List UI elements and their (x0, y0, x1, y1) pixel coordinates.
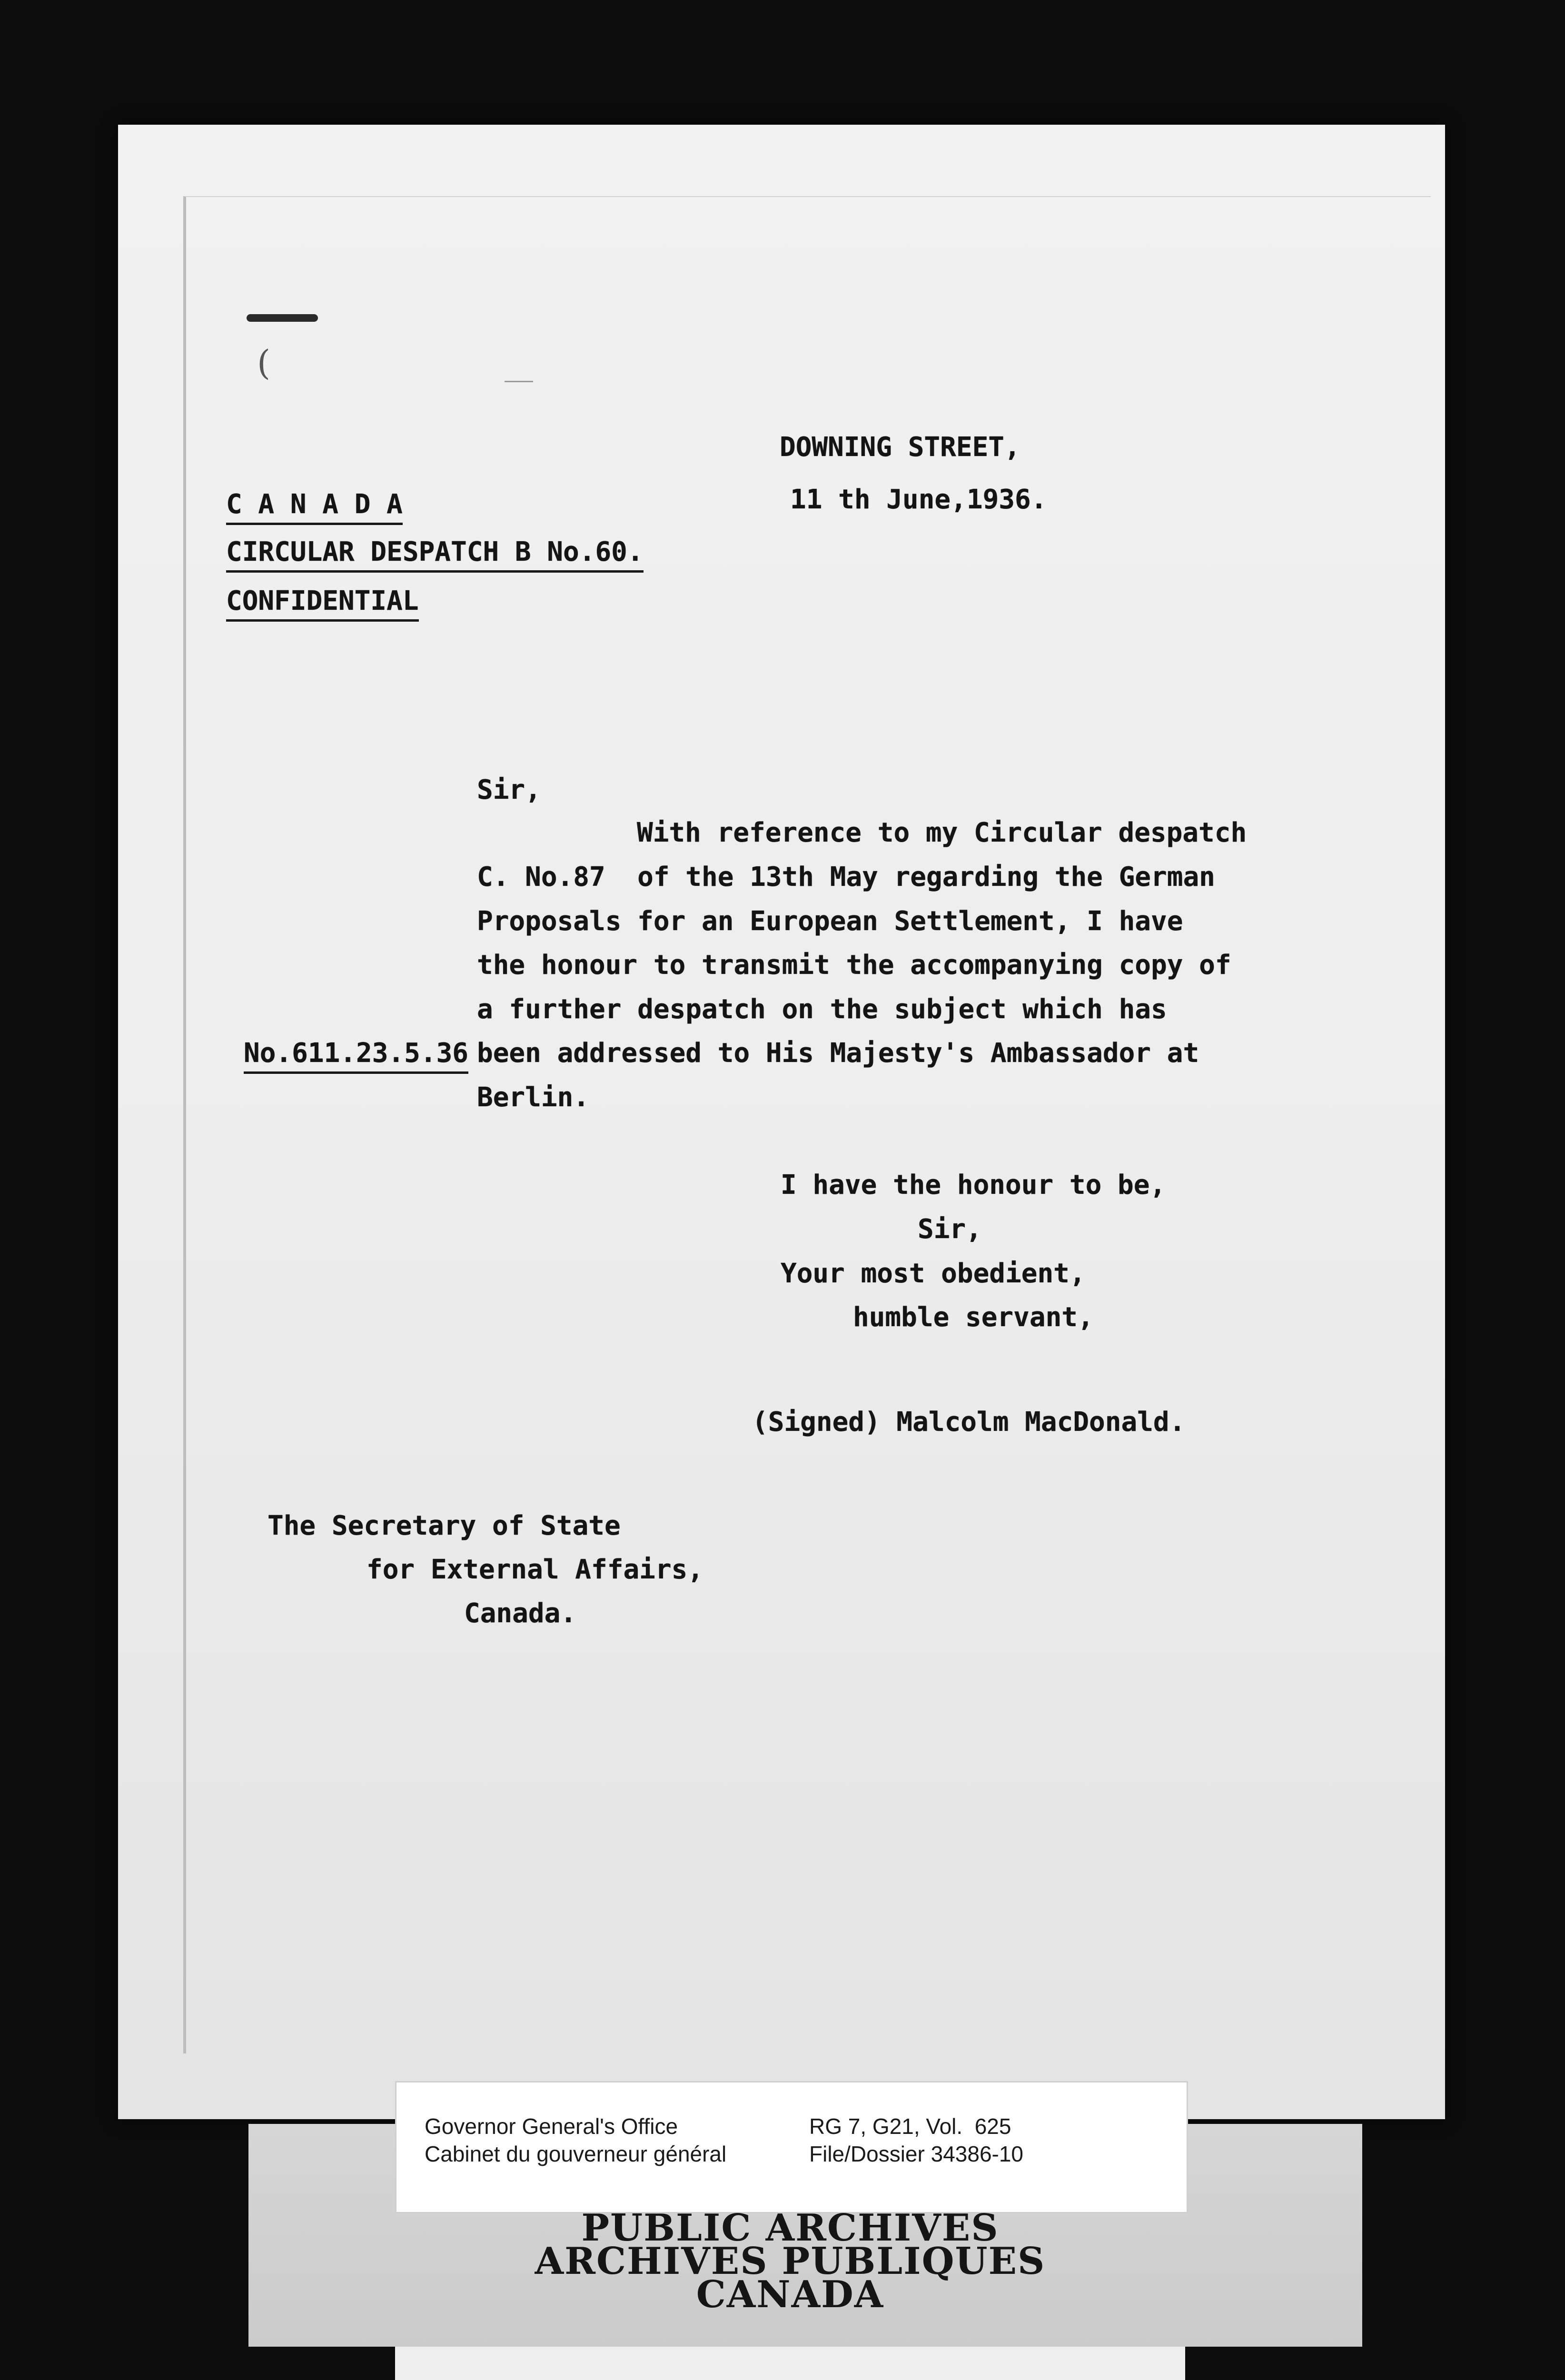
body-line: With reference to my Circular despatch (637, 817, 1247, 848)
body-line: Berlin. (477, 1082, 590, 1113)
label-office-en: Governor General's Office (425, 2114, 678, 2139)
salutation: Sir, (477, 774, 541, 805)
closing-line: Sir, (918, 1214, 982, 1245)
recipient-line: The Secretary of State (267, 1510, 621, 1541)
pencil-dash-mark (505, 381, 533, 382)
body-line: Proposals for an European Settlement, I have (477, 906, 1183, 937)
body-line: C. No.87 of the 13th May regarding the German (477, 862, 1215, 892)
heading-confidential: CONFIDENTIAL (226, 588, 419, 622)
letter-date: 11 th June,1936. (790, 484, 1047, 515)
closing-line: Your most obedient, (781, 1258, 1086, 1289)
label-office-fr: Cabinet du gouverneur général (425, 2142, 727, 2166)
body-line: been addressed to His Majesty's Ambassador at (477, 1038, 1199, 1069)
stamp-line: ARCHIVES PUBLIQUES (535, 2240, 1046, 2283)
closing-line: humble servant, (853, 1302, 1094, 1333)
address-line: DOWNING STREET, (780, 432, 1020, 463)
body-line: the honour to transmit the accompanying copy of (477, 950, 1231, 981)
heading-circular: CIRCULAR DESPATCH B No.60. (226, 539, 644, 573)
stamp-line: CANADA (696, 2273, 884, 2316)
margin-reference: No.611.23.5.36 (244, 1040, 468, 1074)
punch-hole-mark (247, 314, 318, 322)
closing-line: I have the honour to be, (781, 1170, 1166, 1200)
punch-hole-icon: ( (257, 343, 271, 383)
recipient-line: Canada. (464, 1598, 577, 1629)
label-file: File/Dossier 34386-10 (809, 2142, 1024, 2166)
body-line: a further despatch on the subject which has (477, 994, 1167, 1025)
label-record-group: RG 7, G21, Vol. 625 (809, 2114, 1011, 2139)
recipient-line: for External Affairs, (366, 1554, 704, 1585)
heading-country: C A N A D A (226, 491, 403, 525)
stamp-line: PUBLIC ARCHIVES (581, 2206, 999, 2250)
signature: (Signed) Malcolm MacDonald. (752, 1407, 1186, 1438)
letter-page (183, 196, 1431, 2053)
archive-strip-bottom (395, 2347, 1185, 2380)
